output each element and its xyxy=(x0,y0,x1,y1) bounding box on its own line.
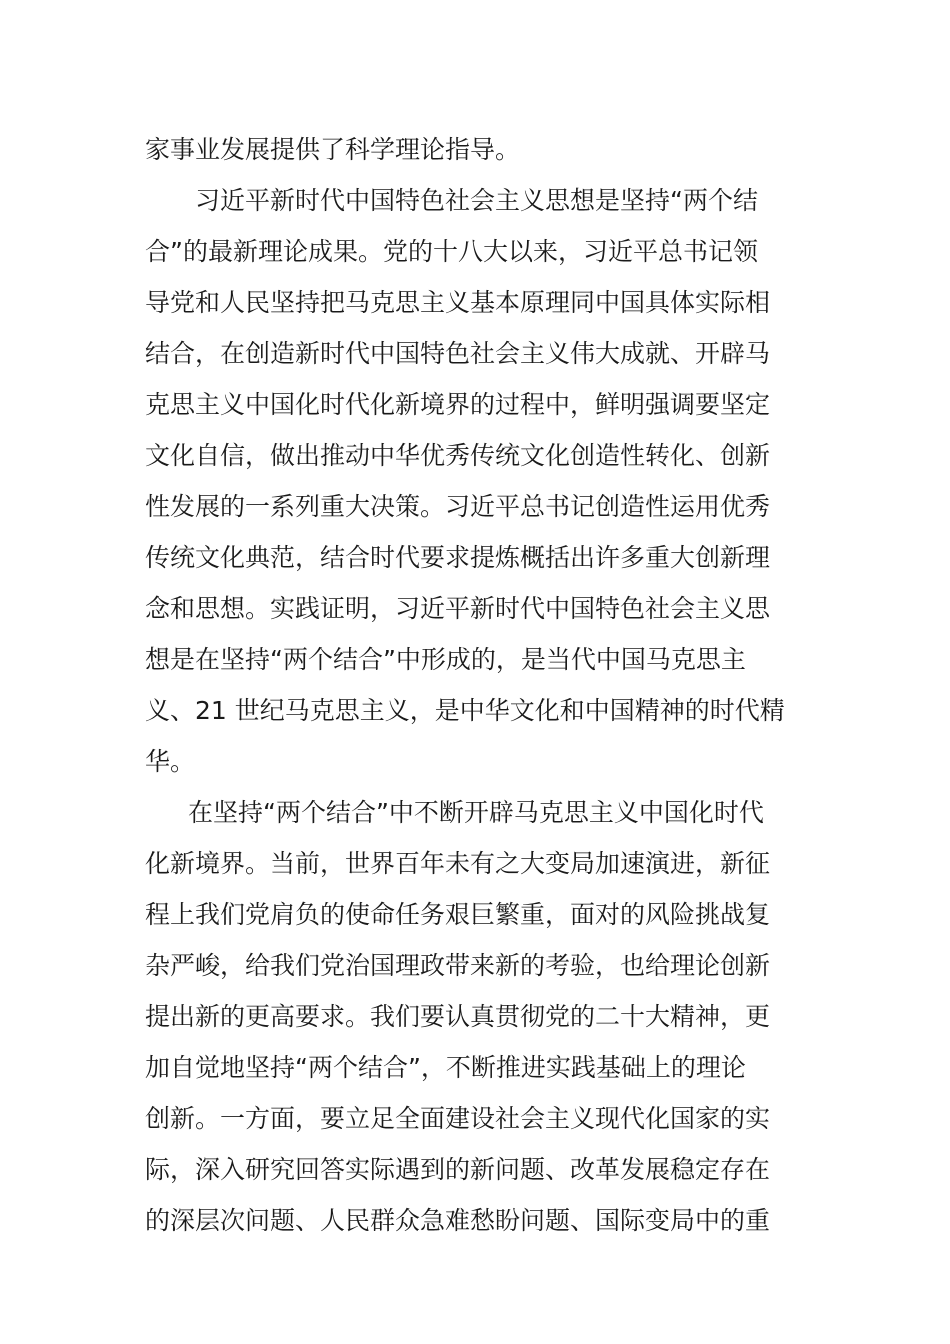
text-line: 性发展的一系列重大决策。习近平总书记创造性运用优秀 xyxy=(145,492,771,521)
text-line: 际，深入研究回答实际遇到的新问题、改革发展稳定存在 xyxy=(145,1155,771,1184)
text-line: 结合，在创造新时代中国特色社会主义伟大成就、开辟马 xyxy=(145,339,771,368)
text-line: 华。 xyxy=(145,747,196,776)
text-line: 想是在坚持“两个结合”中形成的，是当代中国马克思主 xyxy=(145,645,746,674)
text-line: 程上我们党肩负的使命任务艰巨繁重，面对的风险挑战复 xyxy=(145,900,771,929)
text-line: 提出新的更高要求。我们要认真贯彻党的二十大精神，更 xyxy=(145,1002,771,1031)
text-line: 合”的最新理论成果。党的十八大以来，习近平总书记领 xyxy=(145,237,758,266)
text-line: 化新境界。当前，世界百年未有之大变局加速演进，新征 xyxy=(145,849,771,878)
text-line: 的深层次问题、人民群众急难愁盼问题、国际变局中的重 xyxy=(145,1206,771,1235)
text-line: 念和思想。实践证明，习近平新时代中国特色社会主义思 xyxy=(145,594,771,623)
text-line: 创新。一方面，要立足全面建设社会主义现代化国家的实 xyxy=(145,1104,771,1133)
text-line: 克思主义中国化时代化新境界的过程中，鲜明强调要坚定 xyxy=(145,390,771,419)
text-line: 传统文化典范，结合时代要求提炼概括出许多重大创新理 xyxy=(145,543,771,572)
paragraph-first-line: 习近平新时代中国特色社会主义思想是坚持“两个结 xyxy=(195,186,758,215)
text-line: 义、21 世纪马克思主义，是中华文化和中国精神的时代精 xyxy=(145,696,785,725)
text-line: 加自觉地坚持“两个结合”，不断推进实践基础上的理论 xyxy=(145,1053,746,1082)
text-line: 文化自信，做出推动中华优秀传统文化创造性转化、创新 xyxy=(145,441,771,470)
text-line: 导党和人民坚持把马克思主义基本原理同中国具体实际相 xyxy=(145,288,771,317)
text-line: 杂严峻，给我们党治国理政带来新的考验，也给理论创新 xyxy=(145,951,771,980)
paragraph-first-line: 在坚持“两个结合”中不断开辟马克思主义中国化时代 xyxy=(188,798,764,827)
text-line: 家事业发展提供了科学理论指导。 xyxy=(145,135,521,164)
